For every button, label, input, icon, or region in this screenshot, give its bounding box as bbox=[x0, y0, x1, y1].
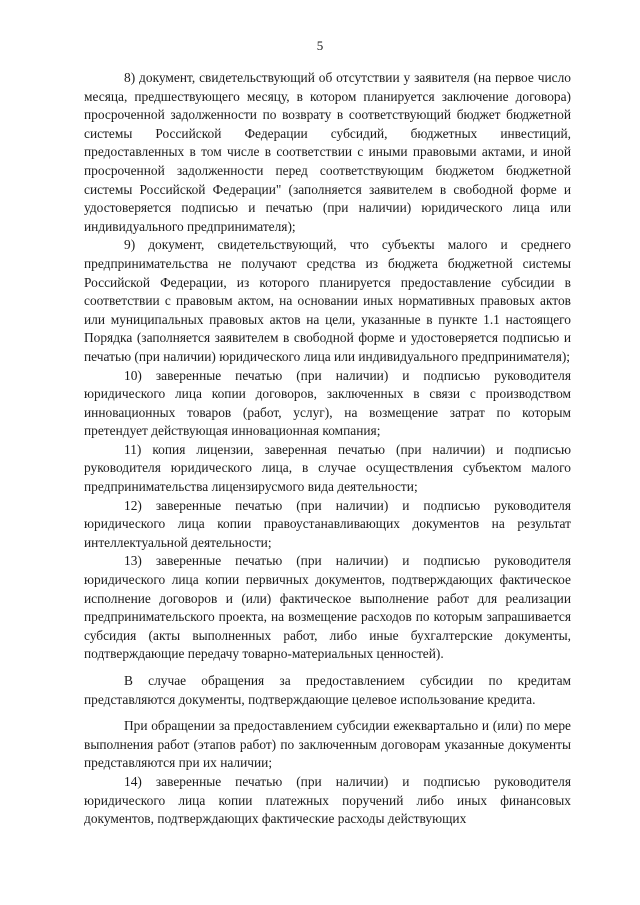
paragraph-quarterly-note: При обращении за предоставлением субсидии ежеквартально и (или) по мере выполнения работ (этапов работ) по заключенным договорам указанные документы представляются при их наличии; bbox=[84, 718, 571, 771]
paragraph-item-11: 11) копия лицензии, заверенная печатью (при наличии) и подписью руководителя юридического лица, в случае осуществления субъектом малого предпринимательства лицензирусмого вида деятельности; bbox=[84, 441, 571, 495]
paragraph-item-9: 9) документ, свидетельствующий, что субъекты малого и среднего предпринимательства не получают средства из бюджета бюджетной системы Российской Федерации, из которого планируется предоставление субсидии в соответствии с правовым актом, на основании иных нормативных правовых актов или муниципальных правовых актов на цели, указанные в пункте 1.1 настоящего Порядка (заполняется заявителем в свободной форме и удостоверяется подписью и печатью (при наличии) юридического лица или индивидуального предпринимателя); bbox=[84, 237, 571, 364]
paragraph-item-13: 13) заверенные печатью (при наличии) и подписью руководителя юридического лица копии первичных документов, подтверждающих фактическое исполнение договоров и (или) фактическое выполнение работ для реализации предпринимательского проекта, на возмещение расходов по которым запрашивается субсидия (акты выполненных работ, либо иные бухгалтерские документы, подтверждающие передачу товарно-материальных ценностей). bbox=[84, 553, 571, 662]
paragraph-item-12: 12) заверенные печатью (при наличии) и подписью руководителя юридического лица копии правоустанавливающих документов на результат интеллектуальной деятельности; bbox=[84, 497, 571, 550]
document-body bbox=[84, 69, 571, 829]
paragraph-credit-note: В случае обращения за предоставлением субсидии по кредитам представляются документы, подтверждающие целевое использование кредита. bbox=[84, 673, 571, 707]
paragraph-item-10: 10) заверенные печатью (при наличии) и подписью руководителя юридического лица копии договоров, заключенных в связи с производством инновационных товаров (работ, услуг), на возмещение затрат по которым претендует действующая инновационная компания; bbox=[84, 367, 571, 439]
paragraph-item-8: 8) документ, свидетельствующий об отсутствии у заявителя (на первое число месяца, предшествующего месяцу, в котором планируется заключение договора) просроченной задолженности по возврату в соответствующий бюджет бюджетной системы Российской Федерации субсидий, бюджетных инвестиций, предоставленных в том числе в соответствии с иными правовыми актами, и иной просроченной задолженности перед соответствующим бюджетом бюджетной системы Российской Федерации" (заполняется заявителем в свободной форме и удостоверяется подписью и печатью (при наличии) юридического лица или индивидуального предпринимателя); bbox=[84, 70, 571, 234]
paragraph-item-14: 14) заверенные печатью (при наличии) и подписью руководителя юридического лица копии платежных поручений либо иных финансовых документов, подтверждающих фактические расходы действующих bbox=[84, 773, 571, 827]
page-number: 5 bbox=[316, 38, 324, 53]
